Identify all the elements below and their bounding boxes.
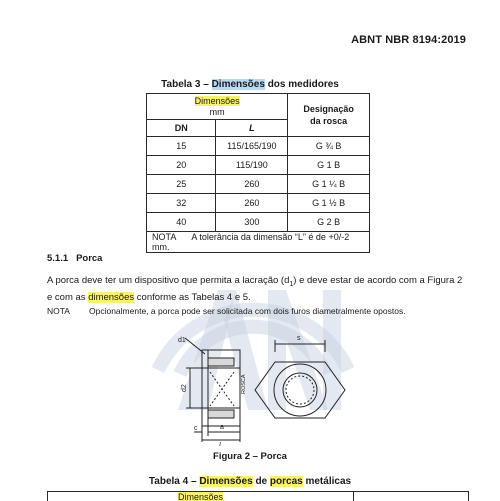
table3 (146, 93, 370, 253)
label-a: a (220, 424, 224, 431)
highlight-porcas: porcas (269, 476, 303, 487)
table3-col-l: L (216, 120, 288, 137)
table3-note-row (147, 232, 370, 253)
table4-title: Tabela 4 – Dimensões de porcas metálicas (148, 476, 352, 487)
table-row: 25 260 G 1 ¼ B (147, 175, 370, 194)
label-c: c (194, 425, 198, 432)
table-row: 40 300 G 2 B (147, 213, 370, 232)
section-note: NOTA Opcionalmente, a porca pode ser solicitada com dois furos diametralmente opostos. (47, 306, 406, 316)
table3-title: Tabela 3 – Dimensões dos medidores (161, 79, 339, 90)
label-rosca: ROSCA (241, 374, 247, 394)
highlight-dimensoes: dimensões (88, 292, 135, 304)
standard-code-header: ABNT NBR 8194:2019 (351, 34, 466, 46)
table-row: 15 115/165/190 G ¾ B (147, 137, 370, 156)
table3-note-label: NOTA (152, 232, 177, 242)
label-s: s (297, 335, 301, 342)
figure-nut-drawing (150, 328, 390, 446)
table4-header-dimensoes: Dimensões (178, 492, 224, 501)
table-row: 20 115/190 G 1 B (147, 156, 370, 175)
section-heading: 5.1.1 Porca (47, 253, 103, 264)
nut-front-view (255, 340, 345, 418)
highlight-dimensoes: Dimensões (199, 476, 253, 487)
table-row: 32 260 G 1 ½ B (147, 194, 370, 213)
label-d2: d2 (181, 384, 188, 392)
table3-col-dn: DN (147, 120, 216, 137)
label-L: L (219, 442, 223, 446)
figure-caption: Figura 2 – Porca (213, 451, 287, 462)
table3-note-text: A tolerância da dimensão “L” é de +0/-2 mm. (152, 232, 350, 252)
label-d1: d1 (178, 337, 186, 344)
table3-dimensions-header: Dimensões mm (147, 94, 288, 120)
section-paragraph: A porca deve ter um dispositivo que permita a lacração $(d_1)$ e deve estar de acordo com a Figura 2 e com as dimensões conforme as Tabelas 4 e 5. (47, 275, 463, 304)
table3-thread-header: Designação da rosca (288, 94, 370, 137)
highlight-dimensoes: Dimensões (211, 79, 265, 90)
